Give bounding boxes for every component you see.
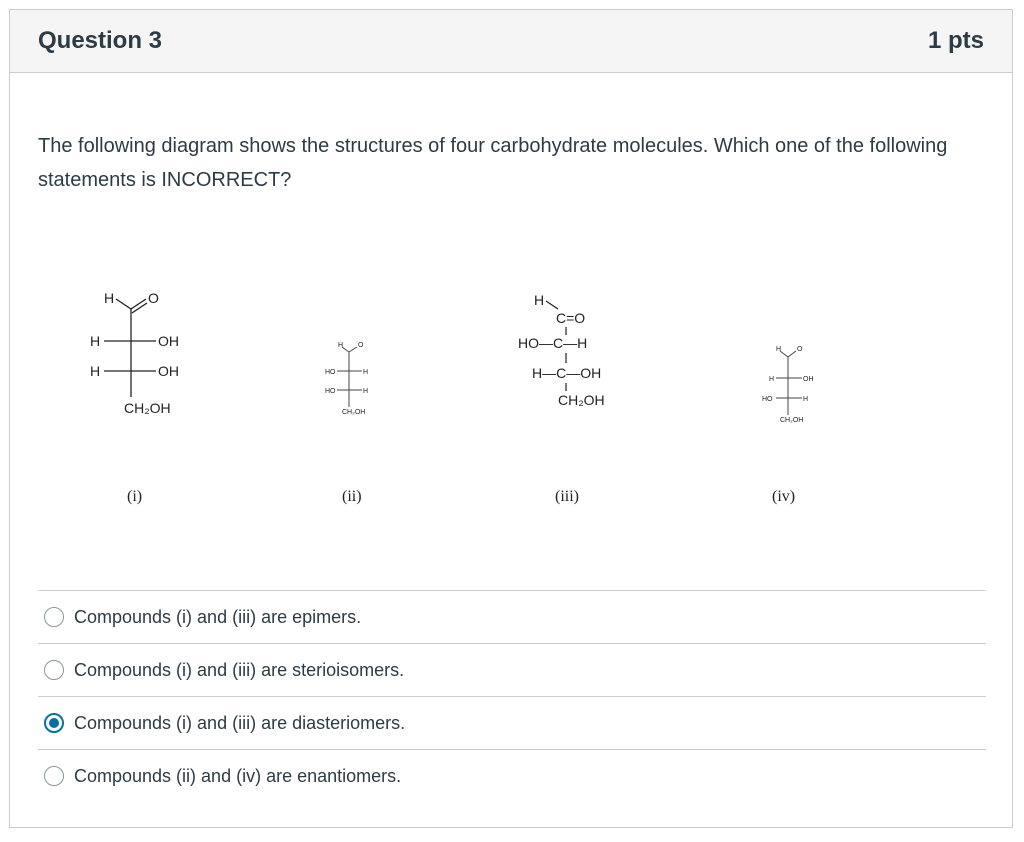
radio-button[interactable]	[44, 766, 64, 786]
question-points: 1 pts	[927, 27, 984, 54]
mol-iii-row2: H—C—OH	[532, 365, 602, 381]
radio-button-selected[interactable]	[44, 713, 64, 733]
mol-i-o-top: O	[148, 290, 159, 306]
mol-i-h-top: H	[104, 290, 115, 306]
molecule-iii	[500, 285, 640, 420]
mol-iii-h-top: H	[534, 292, 545, 308]
label-iii: (iii)	[555, 488, 579, 505]
label-i: (i)	[127, 488, 143, 505]
mol-iv-oh1: OH	[803, 376, 814, 383]
molecule-ii	[312, 335, 392, 420]
mol-i-oh1: OH	[158, 333, 179, 349]
mol-ii-h2: H	[363, 388, 369, 395]
mol-i-h1: H	[90, 333, 101, 349]
answer-option-3[interactable]	[38, 696, 986, 749]
question-title: Question 3	[38, 27, 163, 54]
mol-iii-co: C=O	[556, 310, 586, 326]
mol-iv-h2: H	[803, 396, 809, 403]
mol-ii-ho2: HO	[325, 388, 336, 395]
mol-iii-row1: HO—C—H	[518, 335, 588, 351]
mol-i-h2: H	[90, 363, 101, 379]
answer-label[interactable]: Compounds (i) and (iii) are sterioisomers.	[74, 659, 405, 680]
answer-label[interactable]: Compounds (ii) and (iv) are enantiomers.	[74, 765, 402, 786]
mol-ii-o-top: O	[358, 342, 364, 349]
molecule-i-structure	[80, 285, 210, 415]
mol-ii-h-top: H	[338, 342, 344, 349]
molecule-ii-structure	[312, 335, 392, 415]
answer-label[interactable]: Compounds (i) and (iii) are diasteriomers.	[74, 712, 406, 733]
mol-ii-bottom: CH₂OH	[342, 409, 366, 415]
answer-option-2[interactable]	[38, 643, 986, 696]
question-card	[9, 9, 1013, 828]
answer-label[interactable]: Compounds (i) and (iii) are epimers.	[74, 606, 362, 627]
mol-i-bottom: CH₂OH	[124, 400, 171, 415]
mol-ii-h1: H	[363, 369, 369, 376]
answer-option-4[interactable]	[38, 749, 986, 802]
mol-iv-o-top: O	[797, 346, 803, 353]
molecule-iii-structure	[500, 285, 640, 415]
mol-i-oh2: OH	[158, 363, 179, 379]
label-iv: (iv)	[772, 488, 796, 505]
radio-button[interactable]	[44, 607, 64, 627]
carbohydrate-diagram	[10, 275, 1014, 515]
molecule-iv	[750, 339, 830, 434]
mol-iv-h-top: H	[776, 346, 782, 353]
question-text: The following diagram shows the structures of four carbohydrate molecules. Which one of the following statements is INCORRECT?	[38, 135, 948, 191]
molecule-i	[80, 285, 210, 420]
molecule-iv-structure	[750, 339, 830, 429]
mol-iv-bottom: CH₂OH	[780, 417, 804, 424]
question-header	[10, 10, 1012, 73]
mol-ii-ho1: HO	[325, 369, 336, 376]
radio-button[interactable]	[44, 660, 64, 680]
mol-iv-ho2: HO	[762, 396, 773, 403]
answer-list	[38, 590, 986, 802]
mol-iv-h1: H	[769, 376, 775, 383]
answer-option-1[interactable]	[38, 590, 986, 643]
label-ii: (ii)	[342, 488, 362, 505]
mol-iii-bottom: CH₂OH	[558, 392, 605, 408]
